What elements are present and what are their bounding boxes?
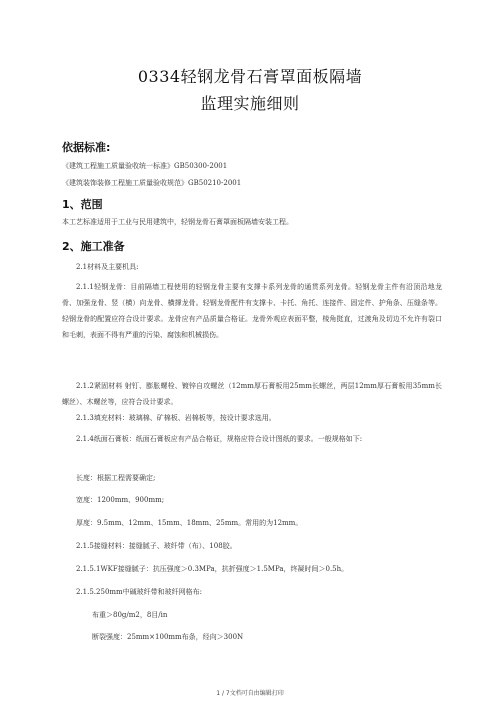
paragraph-2-1-3: 2.1.3填充材料：玻璃棉、矿棉板、岩棉板等，按设计要求选用。	[76, 414, 276, 422]
paragraph-2-1-5-1: 2.1.5.1WKF接缝腻子：抗压强度＞0.3MPa，抗折强度＞1.5MPa，终凝时间＞0.5h。	[76, 565, 349, 573]
spec-length: 长度：根据工程需要确定;	[76, 474, 156, 482]
document-title: 0334轻钢龙骨石膏罩面板隔墙	[137, 67, 363, 86]
paragraph-2-1-1: 2.1.1轻钢龙骨：目前隔墙工程使用的轻钢龙骨主要有支撑卡系列龙骨的通贯系列龙骨。轻钢龙骨主件有沿顶沿地龙骨、加强龙骨、竖（横）向龙骨、横撑龙骨。轻钢龙骨配件有支撑卡、卡托、角托、连接件、固定件、护角条、压缝条等。轻钢龙骨的配置应符合设计要求。龙骨应有产品质量合格证。龙骨外观应表面平整，棱角挺直，过渡角及切边不允许有裂口和毛刺，表面不得有严重的污染、腐蚀和机械损伤。	[62, 283, 442, 339]
basis-heading: 依据标准:	[62, 141, 111, 154]
paragraph-2-1-4: 2.1.4纸面石膏板：纸面石膏板应有产品合格证，规格应符合设计图纸的要求。一般规格如下:	[76, 435, 363, 443]
spec-width: 宽度：1200mm、900mm;	[76, 496, 165, 504]
spec-breaking-strength: 断裂强度：25mm×100mm布条，经向＞300N	[92, 633, 244, 641]
basis-item: 《建筑工程施工质量验收统一标准》GB50300-2001	[62, 162, 228, 170]
paragraph-2-1-5-2: 2.1.5.250mm中碱玻纤带和玻纤网格布:	[76, 588, 203, 596]
document-subtitle: 监理实施细则	[200, 94, 300, 113]
spec-cloth-weight: 布重＞80g/m2，8目/in	[92, 611, 168, 619]
section-2-heading: 2、施工准备	[62, 240, 125, 253]
section-1-text: 本工艺标准适用于工业与民用建筑中，轻钢龙骨石膏罩面板隔墙安装工程。	[62, 218, 293, 226]
spec-thickness: 厚度：9.5mm、12mm、15mm、18mm、25mm。常用的为12mm。	[76, 519, 303, 527]
section-1-heading: 1、范围	[62, 198, 103, 211]
basis-item: 《建筑装饰装修工程施工质量验收规范》GB50210-2001	[62, 179, 242, 187]
page-footer: 1 / 7文档可自由编辑打印	[216, 690, 284, 697]
paragraph-2-1-2: 2.1.2紧固材料 射钉、膨胀螺栓、镀锌自攻螺丝（12mm厚石膏板用25mm长螺丝，两层12mm厚石膏板用35mm长螺丝）、木螺丝等，应符合设计要求。	[62, 382, 442, 406]
materials-heading: 2.1材料及主要机具:	[76, 263, 139, 271]
paragraph-2-1-5: 2.1.5接缝材料：接缝腻子、玻纤带（布）、108胶。	[76, 542, 237, 550]
